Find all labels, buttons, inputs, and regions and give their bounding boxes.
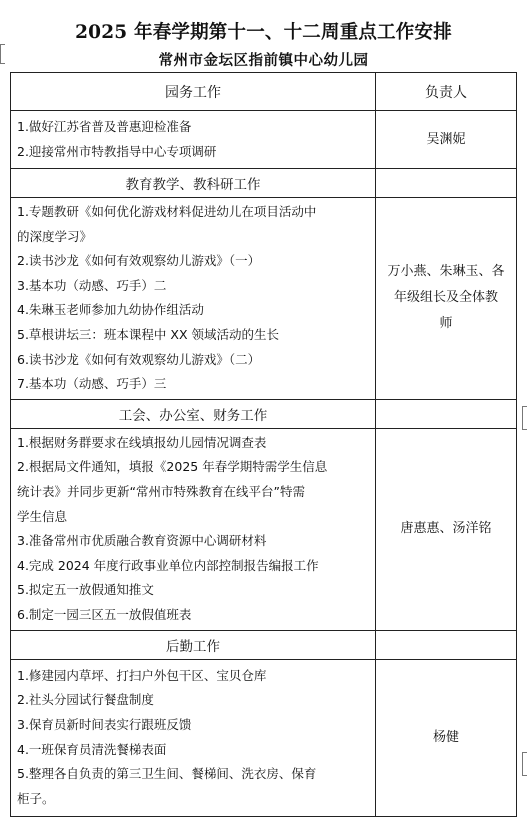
task-item: 1.专题教研《如何优化游戏材料促进幼儿在项目活动中 [17,204,317,219]
task-item: 4.朱琳玉老师参加九幼协作组活动 [17,302,204,318]
task-item: 7.基本功（动感、巧手）三 [17,376,167,392]
section-header-row [11,630,517,659]
section-header-empty [376,399,517,428]
table-row [11,659,517,816]
person-cell: 杨健 [376,659,517,816]
schedule-table [10,72,517,817]
task-item: 6.制定一园三区五一放假值班表 [17,606,192,622]
right-margin-marker-bottom [522,752,527,776]
task-item: 1.根据财务群要求在线填报幼儿园情况调查表 [17,434,267,450]
left-margin-marker [0,44,5,64]
person-cell: 吴渊妮 [376,111,517,169]
task-item: 1.修建园内草坪、打扫户外包干区、宝贝仓库 [17,667,267,683]
person-line: 年级组长及全体教 [393,290,498,306]
task-cell [11,659,376,816]
person-cell [376,198,517,400]
task-item: 4.完成 2024 年度行政事业单位内部控制报告编报工作 [17,557,319,573]
task-item: 柜子。 [17,790,55,806]
task-item: 4.一班保育员清洗餐梯表面 [17,741,167,757]
section-header-row [11,169,517,198]
person-cell: 唐惠惠、汤洋铭 [376,428,517,630]
person-line: 师 [439,316,453,332]
table-row [11,111,517,169]
table-header-row [11,73,517,111]
task-item: 2.根据局文件通知，填报《2025 年春学期特需学生信息 [17,459,328,475]
task-item: 学生信息 [17,508,68,524]
task-item: 3.基本功（动感、巧手）二 [17,277,167,293]
table-row [11,428,517,630]
task-item: 2.社头分园试行餐盘制度 [17,692,154,708]
task-item: 1.做好江苏省普及普惠迎检准备 [17,118,192,134]
table-row [11,198,517,400]
task-item: 6.读书沙龙《如何有效观察幼儿游戏》（二） [17,351,261,367]
task-item: 统计表》并同步更新“常州市特殊教育在线平台”特需 [17,483,305,499]
section-header-empty [376,630,517,659]
task-cell [11,428,376,630]
column-header-task: 园务工作 [11,73,376,111]
section-header: 教育教学、教科研工作 [11,169,376,198]
task-item: 3.准备常州市优质融合教育资源中心调研材料 [17,533,267,549]
page-title: 2025 年春学期第十一、十二周重点工作安排 [75,22,452,43]
task-cell [11,111,376,169]
section-header: 后勤工作 [11,630,376,659]
section-header-row [11,399,517,428]
task-item: 5.整理各自负责的第三卫生间、餐梯间、洗衣房、保育 [17,766,317,782]
task-item: 5.拟定五一放假通知推文 [17,582,154,598]
task-item: 5.草根讲坛三：班本课程中 XX 领域活动的生长 [17,326,280,342]
column-header-person: 负责人 [376,73,517,111]
task-item: 3.保育员新时间表实行跟班反馈 [17,716,192,732]
page-subtitle: 常州市金坛区指前镇中心幼儿园 [158,52,369,69]
section-header-empty [376,169,517,198]
section-header: 工会、办公室、财务工作 [11,399,376,428]
right-margin-marker [522,406,527,430]
task-item: 2.迎接常州市特教指导中心专项调研 [17,143,217,159]
task-item: 的深度学习》 [17,228,93,244]
task-item: 2.读书沙龙《如何有效观察幼儿游戏》（一） [17,253,261,269]
person-line: 万小燕、朱琳玉、各 [387,264,505,280]
task-cell [11,198,376,400]
